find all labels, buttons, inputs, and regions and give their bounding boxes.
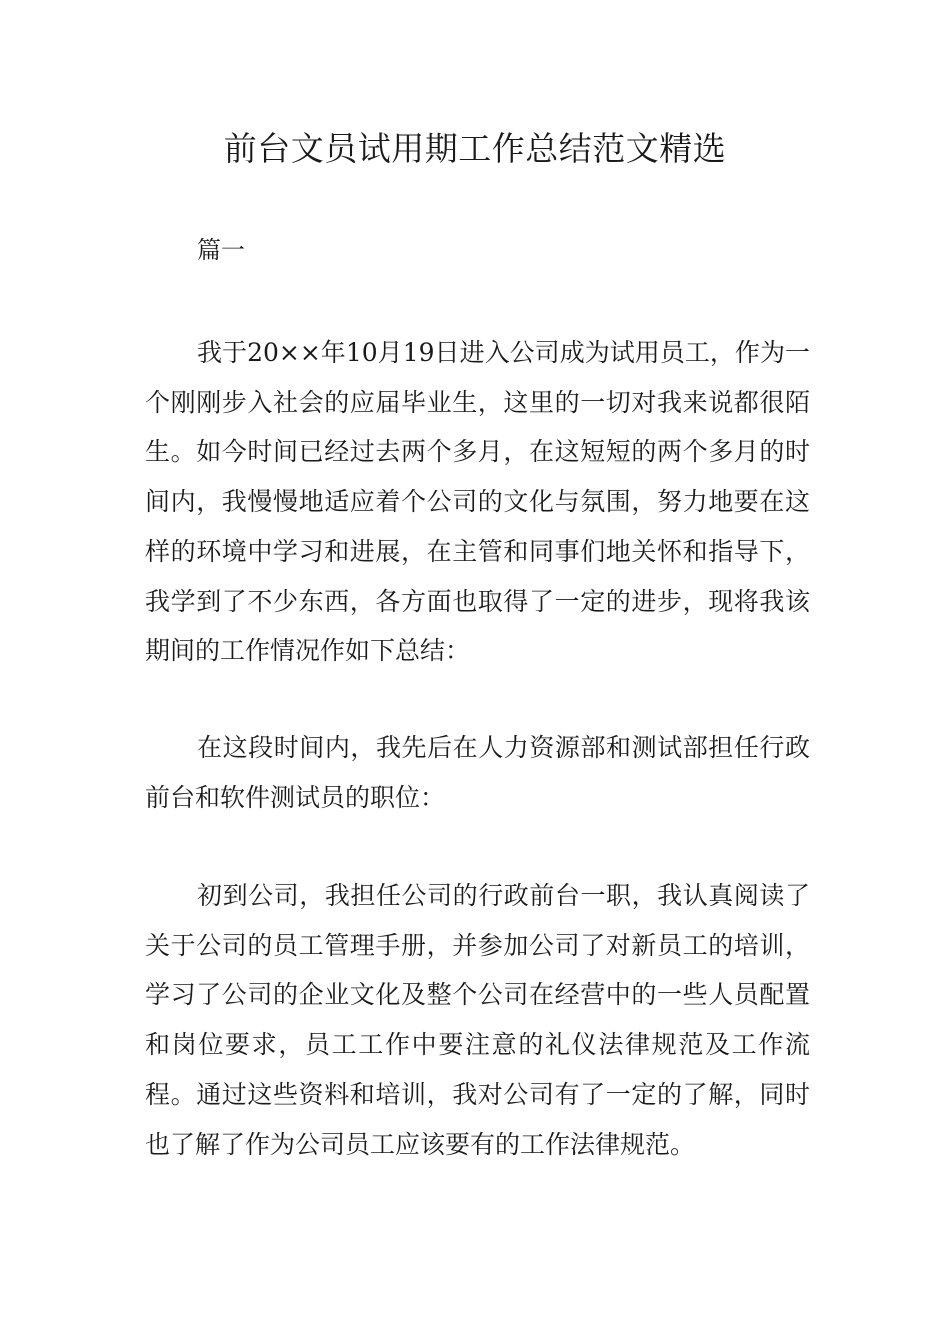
paragraph-1: 我于20××年10月19日进入公司成为试用员工，作为一个刚刚步入社会的应届毕业生，这里的一切对我来说都很陌生。如今时间已经过去两个多月，在这短短的两个多月的时间内，我慢慢地适应着个公司的文化与氛围，努力地要在这样的环境中学习和进展，在主管和同事们地关怀和指导下，我学到了不少东西，各方面也取得了一定的进步，现将我该期间的工作情况作如下总结： (145, 338, 810, 666)
paragraph-2: 在这段时间内，我先后在人力资源部和测试部担任行政前台和软件测试员的职位： (145, 733, 810, 812)
document-title: 前台文员试用期工作总结范文精选 (223, 129, 727, 168)
paragraph-3: 初到公司，我担任公司的行政前台一职，我认真阅读了关于公司的员工管理手册，并参加公司了对新员工的培训，学习了公司的企业文化及整个公司在经营中的一些人员配置和岗位要求，员工工作中要注意的礼仪法律规范及工作流程。通过这些资料和培训，我对公司有了一定的了解，同时也了解了作为公司员工应该要有的工作法律规范。 (145, 881, 810, 1159)
section-heading: 篇一 (197, 236, 245, 264)
